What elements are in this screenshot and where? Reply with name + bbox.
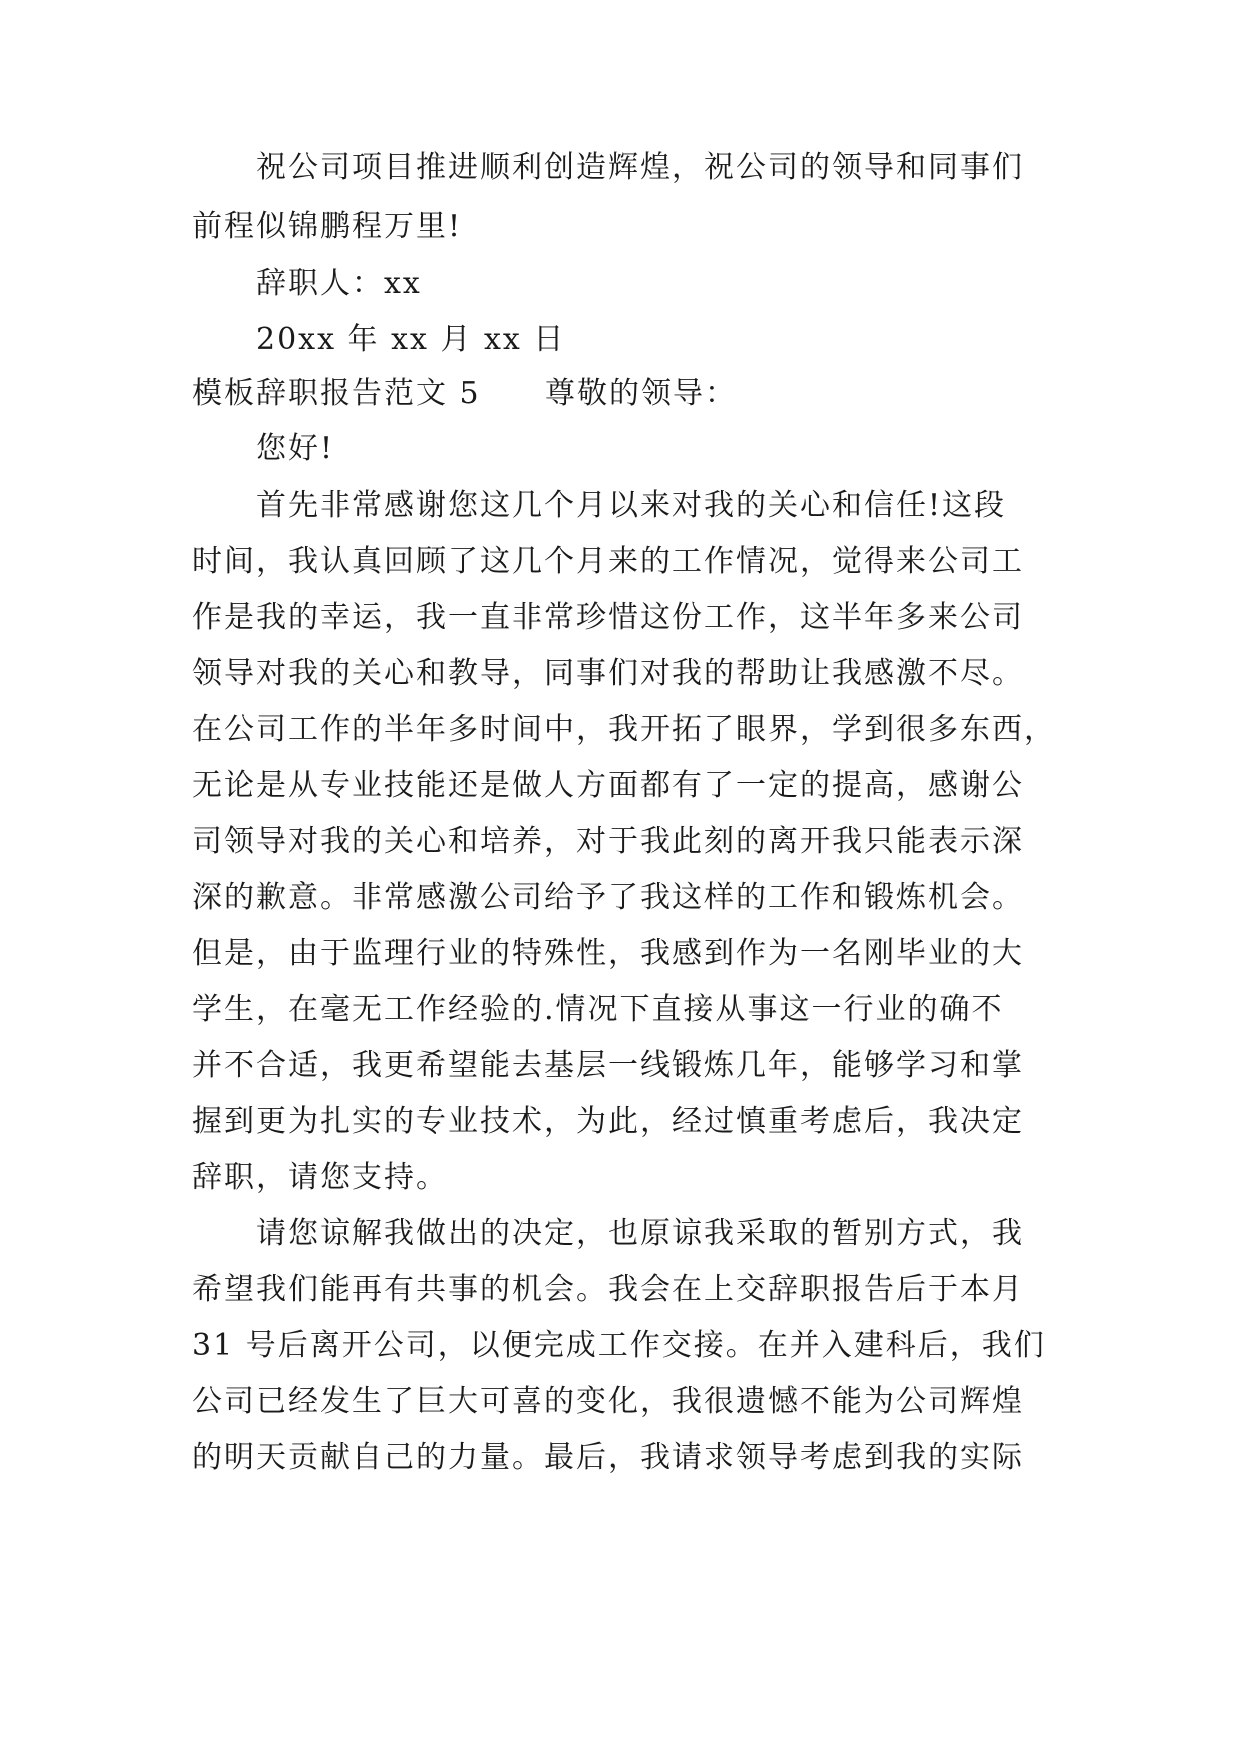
body-line: 在公司工作的半年多时间中，我开拓了眼界，学到很多东西， <box>192 712 1056 747</box>
signer-line: 辞职人：xx <box>256 266 422 301</box>
body-line: 时间，我认真回顾了这几个月来的工作情况，觉得来公司工 <box>192 544 1024 579</box>
body-line: 握到更为扎实的专业技术，为此，经过慎重考虑后，我决定 <box>192 1104 1024 1139</box>
body-line: 请您谅解我做出的决定，也原谅我采取的暂别方式，我 <box>256 1216 1024 1251</box>
body-line: 但是，由于监理行业的特殊性，我感到作为一名刚毕业的大 <box>192 936 1024 971</box>
greeting: 您好! <box>256 431 335 466</box>
body-line: 的明天贡献自己的力量。最后，我请求领导考虑到我的实际 <box>192 1440 1024 1475</box>
closing-wish-line-1: 祝公司项目推进顺利创造辉煌，祝公司的领导和同事们 <box>256 150 1024 185</box>
body-line: 无论是从专业技能还是做人方面都有了一定的提高，感谢公 <box>192 768 1024 803</box>
body-line: 希望我们能再有共事的机会。我会在上交辞职报告后于本月 <box>192 1272 1024 1307</box>
body-line: 深的歉意。非常感激公司给予了我这样的工作和锻炼机会。 <box>192 880 1024 915</box>
body-line: 31 号后离开公司，以便完成工作交接。在并入建科后，我们 <box>192 1328 1046 1363</box>
section-title: 模板辞职报告范文 5 <box>192 376 481 411</box>
body-line: 作是我的幸运，我一直非常珍惜这份工作，这半年多来公司 <box>192 600 1024 635</box>
body-line: 辞职，请您支持。 <box>192 1160 448 1195</box>
body-line: 首先非常感谢您这几个月以来对我的关心和信任!这段 <box>256 488 1007 523</box>
closing-wish-line-2: 前程似锦鹏程万里! <box>192 209 463 244</box>
body-line: 并不合适，我更希望能去基层一线锻炼几年，能够学习和掌 <box>192 1048 1024 1083</box>
body-line: 领导对我的关心和教导，同事们对我的帮助让我感激不尽。 <box>192 656 1024 691</box>
body-line: 学生，在毫无工作经验的.情况下直接从事这一行业的确不 <box>192 992 1004 1027</box>
body-line: 司领导对我的关心和培养，对于我此刻的离开我只能表示深 <box>192 824 1024 859</box>
date-line: 20xx 年 xx 月 xx 日 <box>256 322 566 357</box>
salutation: 尊敬的领导： <box>545 376 737 411</box>
body-line: 公司已经发生了巨大可喜的变化，我很遗憾不能为公司辉煌 <box>192 1384 1024 1419</box>
